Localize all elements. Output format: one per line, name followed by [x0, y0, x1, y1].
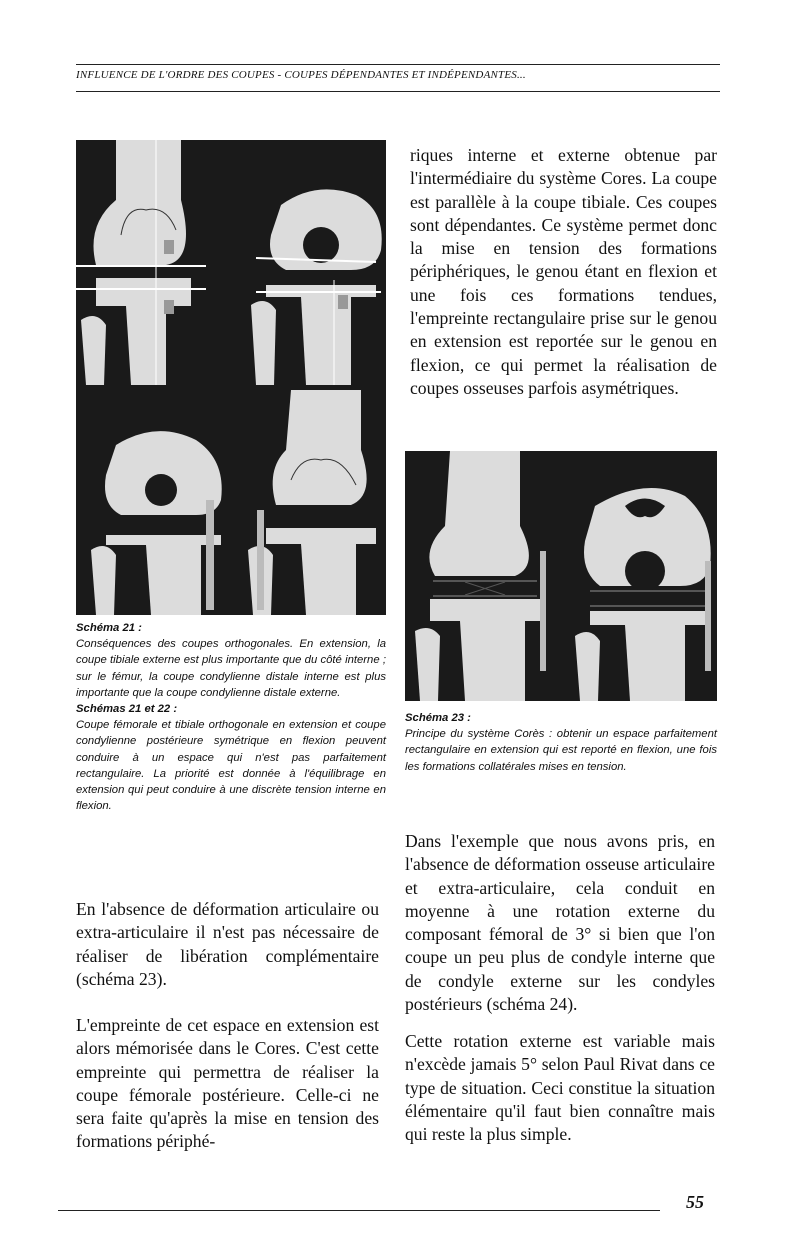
caption-21-text: Conséquences des coupes orthogonales. En extension, la coupe tibiale externe est plus importante que du côté interne ; sur le fémur, la coupe condylienne distale interne est plus importante que la coupe condylienne distale externe.: [76, 638, 386, 699]
left-paragraph-1: [76, 898, 379, 991]
knee-diagram-21-22: [76, 140, 386, 615]
paragraph-text: riques interne et externe obtenue par l'intermédiaire du système Cores. La coupe est parallèle à la coupe tibiale. Ces coupes sont dépendantes. Ce système permet donc la mise en tension des formations périphériques, le genou étant en flexion et une fois ces formations tendues, l'empreinte rectangulaire prise sur le genou en extension est reportée sur le genou en flexion, ce qui permet la réalisation de coupes osseuses parfois asymétriques.: [410, 145, 717, 398]
figure-schema-23: [405, 451, 717, 701]
running-title: INFLUENCE DE L'ORDRE DES COUPES - COUPES DÉPENDANTES ET INDÉPENDANTES...: [76, 69, 526, 81]
paragraph-text: L'empreinte de cet espace en extension est alors mémorisée dans le Cores. C'est cette empreinte qui permettra de réaliser la coupe fémorale postérieure. Celle-ci ne sera faite qu'après la mise en tension des formations périphé-: [76, 1015, 379, 1152]
caption-21-22-text: Coupe fémorale et tibiale orthogonale en extension et coupe condylienne postérieure symétrique en flexion peuvent conduire à un espace qui n'est pas parfaitement rectangulaire. La priorité est donnée à l'équilibrage en extension qui peut conduire à une discrète tension interne en flexion.: [76, 719, 386, 813]
right-paragraph-top: [410, 144, 717, 400]
caption-21-22-title: Schémas 21 et 22 :: [76, 703, 178, 716]
header-top-rule: [76, 64, 720, 65]
paragraph-text: Cette rotation externe est variable mais n'excède jamais 5° selon Paul Rivat dans ce type de situation. Ceci constitue la situation élémentaire qu'il faut bien connaître mais qui reste la plus simple.: [405, 1031, 715, 1145]
caption-23-title: Schéma 23 :: [405, 712, 471, 724]
footer-rule: [58, 1210, 660, 1211]
left-paragraph-2: [76, 1014, 379, 1154]
caption-schema-23: [405, 710, 717, 775]
paragraph-text: En l'absence de déformation articulaire ou extra-articulaire il n'est pas nécessaire de réaliser de libération complémentaire (schéma 23).: [76, 899, 379, 989]
caption-23-text: Principe du système Corès : obtenir un espace parfaitement rectangulaire en extension qui est reporté en flexion, une fois les formations collatérales mises en tension.: [405, 728, 717, 773]
page-number: 55: [686, 1192, 704, 1212]
header-bottom-rule: [76, 91, 720, 92]
caption-21-title: Schéma 21 :: [76, 622, 142, 634]
right-paragraph-4: [405, 1030, 715, 1146]
figure-schema-21-22: [76, 140, 386, 615]
caption-schema-21-22: [76, 620, 386, 814]
paragraph-text: Dans l'exemple que nous avons pris, en l'absence de déformation osseuse articulaire et extra-articulaire, cela conduit en moyenne à une rotation externe du composant fémoral de 3° si bien que l'on coupe un peu plus de condyle interne que de condyle externe sur les condyles postérieurs (schéma 24).: [405, 831, 715, 1015]
right-paragraph-3: [405, 830, 715, 1016]
knee-diagram-23: [405, 451, 717, 701]
